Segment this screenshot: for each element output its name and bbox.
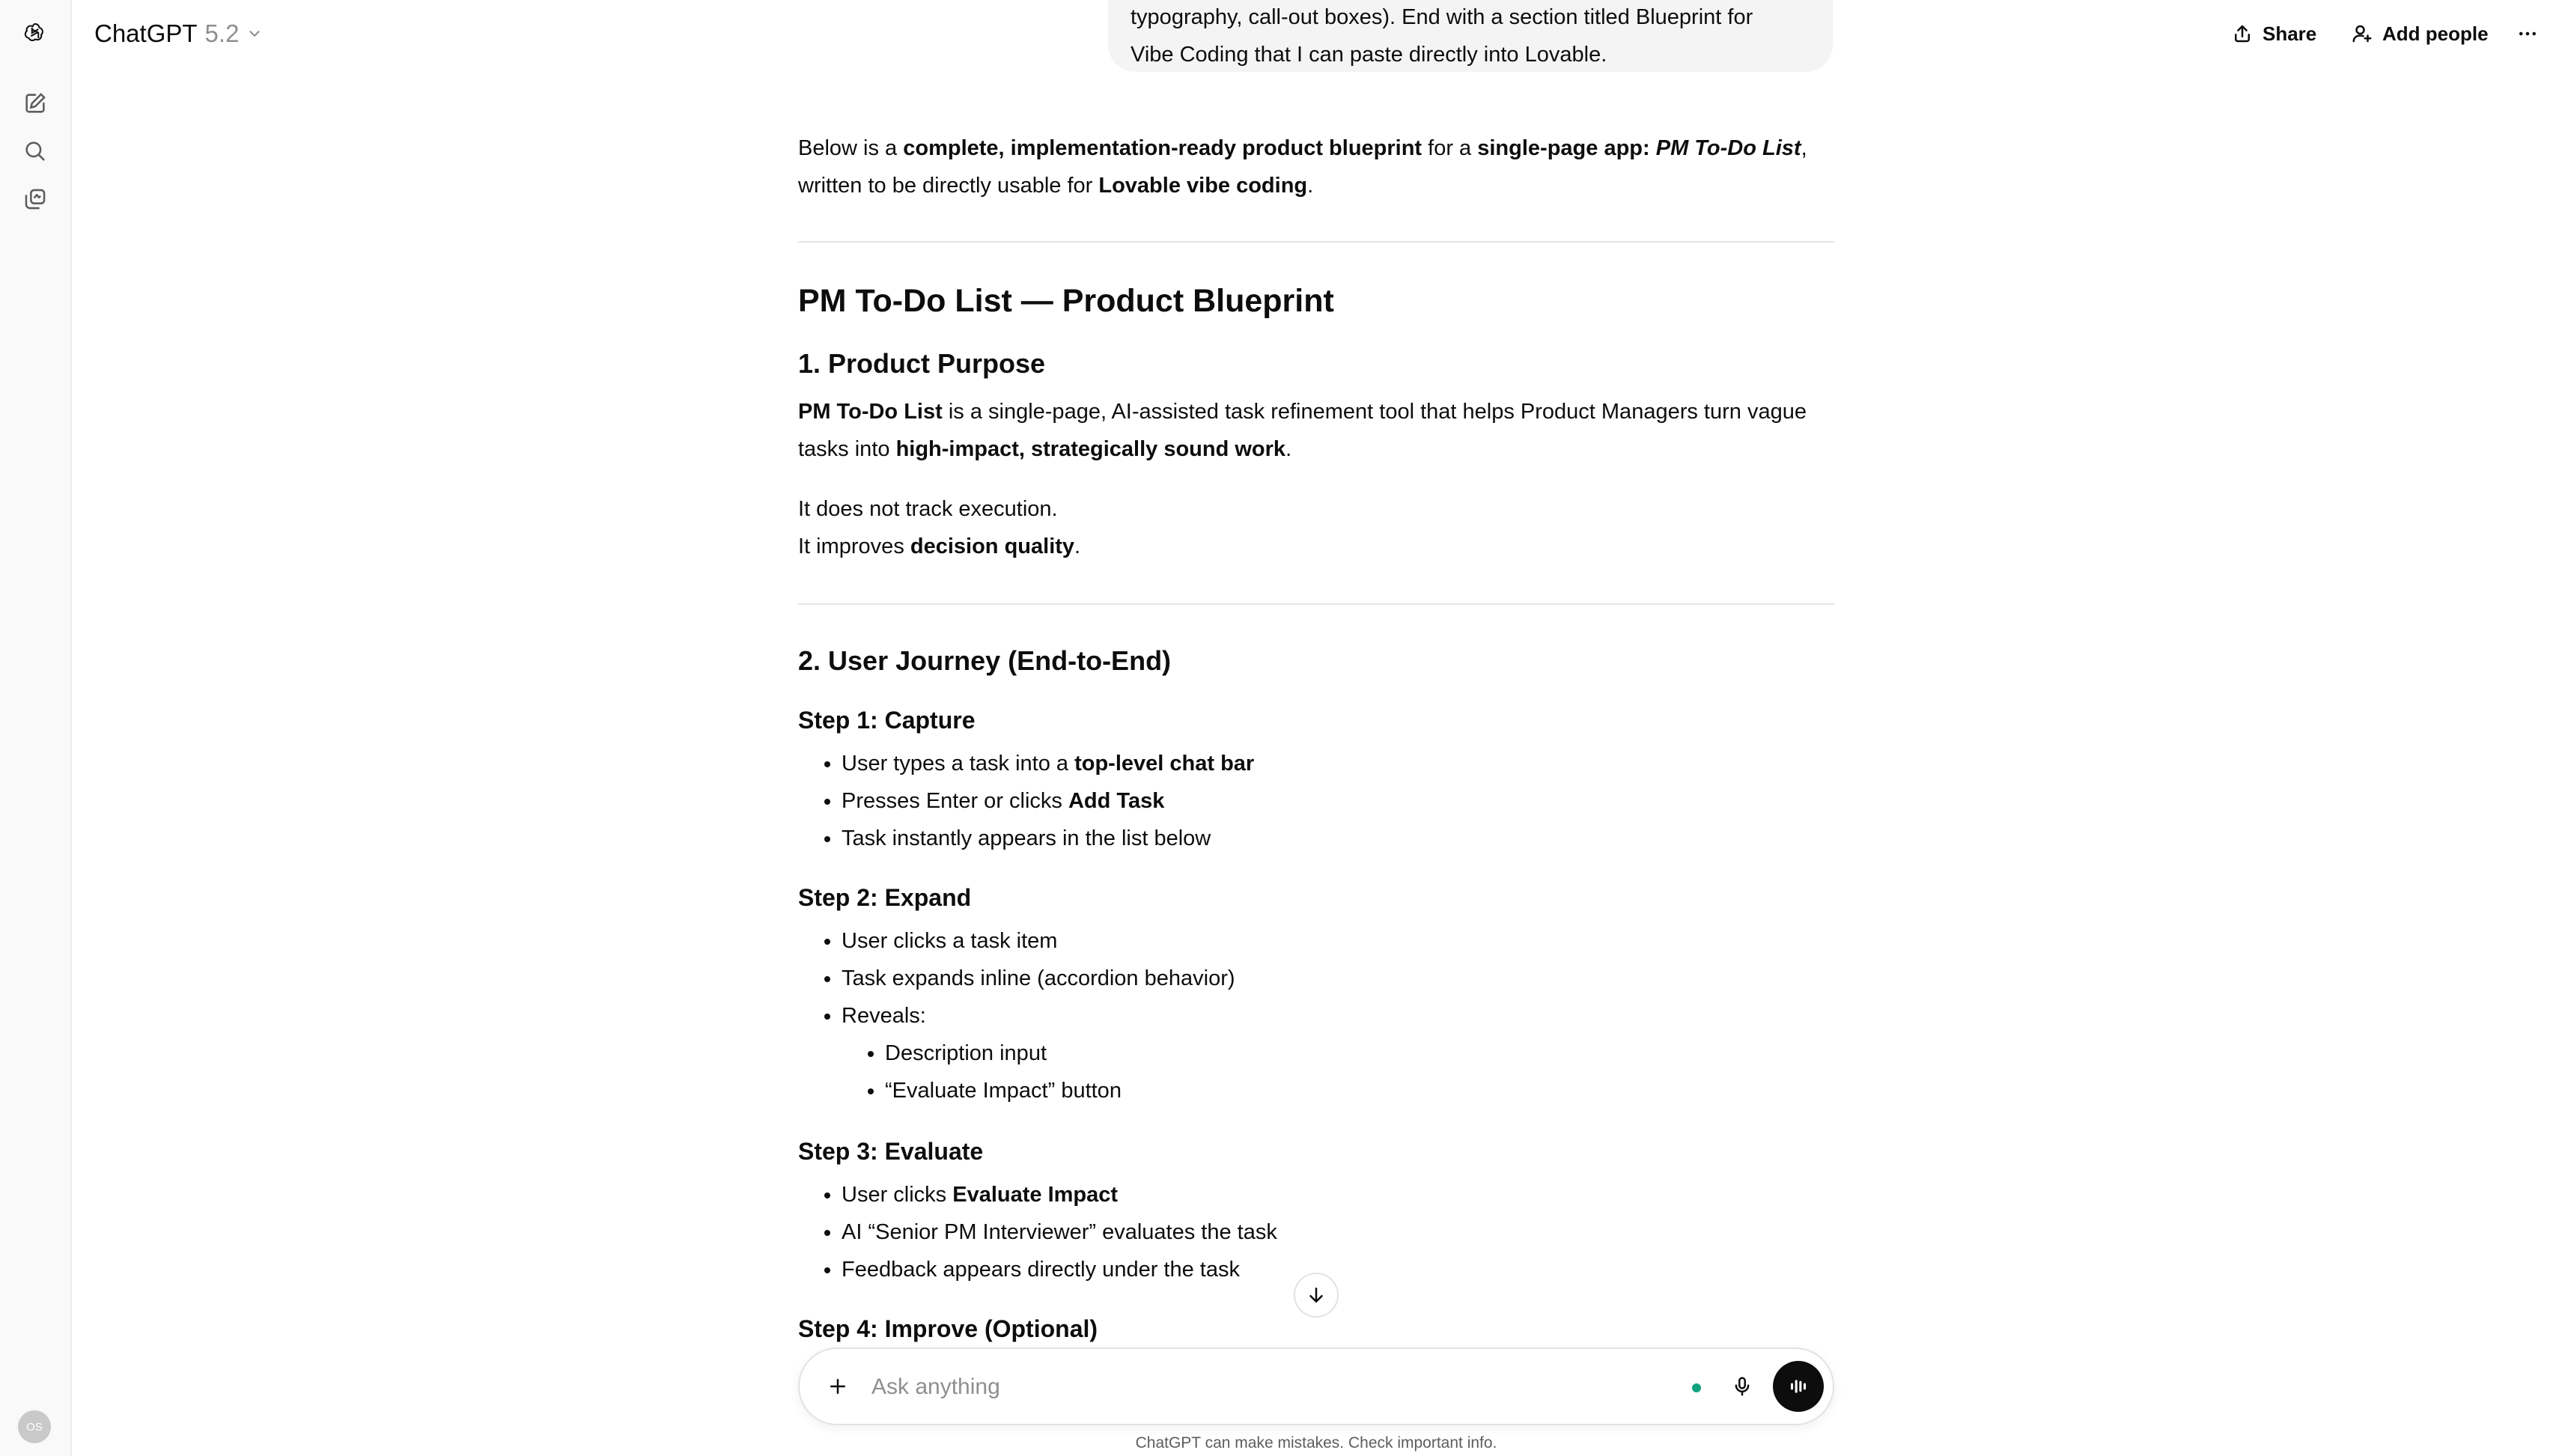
dictate-button[interactable] (1725, 1369, 1759, 1404)
step-heading (798, 880, 1834, 915)
share-icon (2231, 22, 2254, 45)
step-heading (798, 1134, 1834, 1169)
microphone-icon (1731, 1375, 1753, 1398)
step2-heading: Step 2: Expand (798, 884, 972, 911)
sidebar-rail (0, 0, 72, 1456)
user-message-line: typography, call-out boxes). End with a section titled Blueprint for (1131, 5, 1753, 29)
user-message-line: Vibe Coding that I can paste directly into Lovable. (1131, 43, 1607, 67)
add-people-label: Add people (2382, 22, 2489, 45)
intro-bold: single-page app: (1477, 136, 1656, 160)
item-text: User types a task into a (842, 752, 1075, 776)
purpose-text: . (1285, 437, 1292, 461)
composer (798, 1347, 1834, 1425)
list-item: • AI “Senior PM Interviewer” evaluates the task (842, 1213, 1277, 1251)
purpose-text: . (1074, 534, 1081, 558)
voice-waveform-icon (1786, 1374, 1811, 1399)
more-horizontal-icon (2516, 22, 2539, 45)
add-person-icon (2351, 22, 2373, 45)
search-icon[interactable] (19, 135, 52, 168)
sub-list-item: • Description input (885, 1035, 1235, 1072)
purpose-bold: PM To-Do List (798, 400, 943, 424)
divider (798, 241, 1834, 243)
blueprint-title: PM To-Do List — Product Blueprint (798, 283, 1334, 319)
divider (798, 603, 1834, 605)
product-purpose-paragraph (798, 393, 1834, 468)
intro-text: for a (1422, 136, 1478, 160)
step3-list (798, 1176, 1277, 1288)
status-dot (1692, 1383, 1701, 1392)
avatar[interactable] (18, 1410, 51, 1443)
item-text: User clicks (842, 1183, 953, 1207)
chevron-down-icon (246, 25, 263, 42)
list-item (842, 782, 1254, 820)
item-bold: top-level chat bar (1074, 752, 1255, 776)
page-title (798, 280, 1834, 322)
add-people-button[interactable] (2351, 16, 2489, 51)
intro-text: . (1307, 174, 1314, 198)
intro-bold-italic: PM To-Do List (1655, 136, 1801, 160)
user-journey-heading: 2. User Journey (End-to-End) (798, 645, 1172, 676)
purpose-bold: high-impact, strategically sound work (895, 437, 1286, 461)
item-text: Presses Enter or clicks (842, 789, 1068, 813)
step-heading (798, 703, 1834, 737)
model-version: 5.2 (204, 19, 240, 47)
sub-list (842, 1035, 1235, 1109)
list-item (842, 745, 1254, 782)
list-item (842, 1176, 1277, 1213)
intro-text: written to be directly usable for (798, 174, 1099, 198)
response-intro (798, 130, 1834, 204)
prompt-input[interactable] (870, 1367, 1622, 1407)
product-purpose-heading: 1. Product Purpose (798, 348, 1046, 379)
more-options-button[interactable] (2510, 16, 2546, 51)
step2-list (798, 922, 1235, 1109)
purpose-text: tasks into (798, 437, 896, 461)
purpose-bold: decision quality (910, 534, 1075, 558)
library-icon[interactable] (19, 183, 52, 216)
disclaimer: ChatGPT can make mistakes. Check important info. (1135, 1434, 1497, 1452)
list-item (842, 997, 1235, 1109)
step1-heading: Step 1: Capture (798, 707, 976, 734)
list-item: • Task instantly appears in the list below (842, 820, 1254, 857)
voice-mode-button[interactable] (1773, 1361, 1824, 1412)
step3-heading: Step 3: Evaluate (798, 1138, 984, 1165)
purpose-line: It does not track execution. (798, 497, 1058, 521)
purpose-statement (798, 490, 1834, 565)
model-name: ChatGPT (94, 19, 198, 47)
step4-heading: Step 4: Improve (Optional) (798, 1315, 1098, 1342)
user-message-bubble (1108, 0, 1833, 72)
share-label: Share (2263, 22, 2317, 45)
item-text: Reveals: (842, 1004, 926, 1028)
scroll-to-bottom-button[interactable] (1294, 1273, 1339, 1318)
purpose-text: is a single-page, AI-assisted task refinement tool that helps Product Managers turn vague (942, 400, 1807, 424)
list-item: • Task expands inline (accordion behavior) (842, 960, 1235, 997)
list-item: • User clicks a task item (842, 922, 1235, 960)
section-heading (798, 642, 1834, 680)
openai-logo-icon[interactable] (19, 16, 52, 49)
intro-bold: Lovable vibe coding (1098, 174, 1308, 198)
intro-text: Below is a (798, 136, 904, 160)
new-chat-icon[interactable] (19, 87, 52, 120)
section-heading (798, 345, 1834, 383)
attach-button[interactable] (821, 1369, 855, 1404)
intro-text: , (1801, 136, 1807, 160)
item-bold: Add Task (1068, 789, 1165, 813)
step1-list (798, 745, 1254, 857)
sub-list-item: • “Evaluate Impact” button (885, 1072, 1235, 1109)
list-item: • Feedback appears directly under the task (842, 1251, 1277, 1288)
item-bold: Evaluate Impact (952, 1183, 1119, 1207)
purpose-text: It improves (798, 534, 910, 558)
intro-bold: complete, implementation-ready product blueprint (903, 136, 1422, 160)
avatar-initials: OS (26, 1420, 43, 1434)
plus-icon (827, 1375, 849, 1398)
share-button[interactable] (2231, 16, 2316, 51)
model-selector[interactable] (94, 16, 263, 51)
arrow-down-icon (1305, 1284, 1327, 1306)
